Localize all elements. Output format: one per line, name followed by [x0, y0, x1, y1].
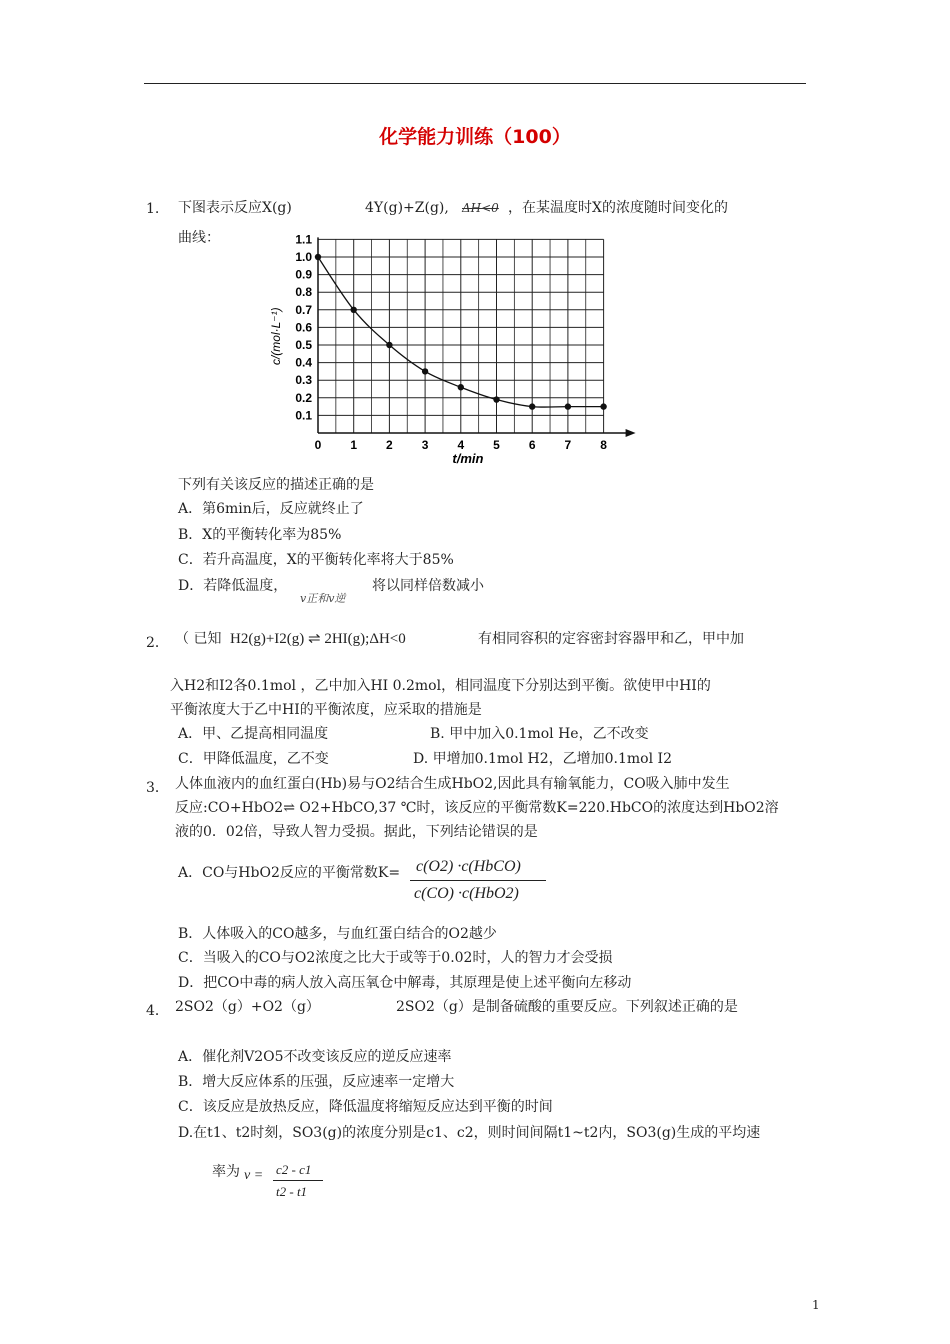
- q2-equation: H2(g)+I2(g) ⇌ 2HI(g);ΔH<0: [230, 631, 406, 647]
- q4-option-d-cont: 率为: [212, 1164, 240, 1180]
- q1-stem-c: ΔH<0: [462, 201, 499, 215]
- x-tick-label-0: 0: [314, 438, 322, 452]
- q4-fraction-denominator: t2 - t1: [276, 1184, 308, 1199]
- page-title: 化学能力训练（100）: [379, 126, 571, 148]
- header-rule: [144, 83, 806, 84]
- q2-stem-b: 有相同容积的定容密封容器甲和乙，甲中加: [478, 631, 744, 647]
- x-axis-label: t/min: [452, 451, 484, 466]
- x-tick-label-8: 8: [600, 438, 607, 452]
- q3-fraction-denominator: c(CO) ·c(HbO2): [414, 885, 519, 902]
- q3-option-c: C．当吸入的CO与O2浓度之比大于或等于0.02时，人的智力才会受损: [178, 950, 613, 966]
- page-number: 1: [812, 1298, 820, 1312]
- x-tick-label-3: 3: [421, 438, 429, 452]
- x-tick-label-5: 5: [493, 438, 500, 452]
- q1-prompt: 下列有关该反应的描述正确的是: [178, 477, 374, 493]
- q3-line1: 人体血液内的血红蛋白(Hb)易与O2结合生成HbO2,因此具有输氧能力，CO吸入肺中发生: [175, 776, 730, 792]
- q4-option-b: B．增大反应体系的压强，反应速率一定增大: [178, 1074, 455, 1090]
- x-tick-label-4: 4: [457, 438, 465, 452]
- q1-stem-d: ，在某温度时X的浓度随时间变化的: [508, 200, 728, 216]
- data-point-t1: [351, 307, 357, 313]
- q1-option-a: A．第6min后，反应就终止了: [178, 501, 364, 517]
- q1-option-d-v: v正和v逆: [300, 592, 346, 605]
- data-point-t3: [422, 368, 428, 374]
- q4-fraction-line: [273, 1180, 323, 1181]
- q2-option-b: B. 甲中加入0.1mol He，乙不改变: [430, 726, 649, 742]
- q3-fraction-numerator: c(O2) ·c(HbCO): [416, 858, 521, 875]
- x-tick-label-1: 1: [350, 438, 358, 452]
- y-axis-label: c/(mol·L⁻¹): [269, 307, 283, 366]
- data-point-t4: [458, 384, 464, 390]
- x-tick-label-6: 6: [528, 438, 536, 452]
- q1-option-b: B．X的平衡转化率为85%: [178, 527, 342, 543]
- q1-option-d-a: D．若降低温度，: [178, 578, 288, 594]
- y-tick-label-0.4: 0.4: [295, 355, 312, 370]
- q3-number: 3．: [146, 780, 169, 796]
- y-tick-label-0.8: 0.8: [295, 285, 312, 300]
- q4-option-d: D.在t1、t2时刻，SO3(g)的浓度分别是c1、c2，则时间间隔t1~t2内，SO3(g)生成的平均速: [178, 1125, 761, 1141]
- data-point-t7: [565, 403, 571, 409]
- q4-stem-a: 2SO2（g）+O2（g）: [175, 999, 320, 1015]
- y-tick-label-0.5: 0.5: [295, 338, 312, 352]
- chart-tick-labels: [295, 234, 607, 452]
- q3-option-a: A．CO与HbO2反应的平衡常数K=: [178, 865, 401, 881]
- q2-line3: 平衡浓度大于乙中HI的平衡浓度，应采取的措施是: [170, 702, 482, 718]
- q2-stem-a: （ 已知: [175, 631, 222, 647]
- q3-option-b: B．人体吸入的CO越多，与血红蛋白结合的O2越少: [178, 926, 497, 942]
- q2-option-a: A．甲、乙提高相同温度: [178, 726, 329, 742]
- q3-line2: 反应:CO+HbO2⇌ O2+HbCO,37 ℃时，该反应的平衡常数K=220.HbCO的浓度达到HbO2溶: [175, 800, 779, 816]
- q1-stem-e: 曲线：: [178, 230, 220, 246]
- q4-number: 4．: [146, 1003, 169, 1019]
- y-tick-label-0.6: 0.6: [295, 320, 312, 335]
- q1-stem-b: 4Y(g)+Z(g),: [365, 200, 449, 216]
- q3-option-d: D．把CO中毒的病人放入高压氧仓中解毒，其原理是使上述平衡向左移动: [178, 975, 632, 991]
- q2-option-d: D. 甲增加0.1mol H2，乙增加0.1mol I2: [413, 751, 672, 767]
- y-tick-label-0.7: 0.7: [295, 302, 312, 317]
- q4-velocity-symbol: v =: [244, 1168, 264, 1183]
- y-tick-label-0.3: 0.3: [295, 373, 312, 388]
- q1-number: 1.: [146, 201, 160, 217]
- data-point-t2: [386, 342, 392, 348]
- y-tick-label-0.9: 0.9: [295, 267, 312, 282]
- data-point-t6: [529, 403, 535, 409]
- data-point-t5: [493, 396, 499, 402]
- data-point-t8: [600, 403, 606, 409]
- y-tick-label-1.0: 1.0: [295, 250, 312, 264]
- q3-line3: 液的0．02倍，导致人智力受损。据此，下列结论错误的是: [175, 824, 538, 840]
- q2-number: 2．: [146, 635, 169, 651]
- q1-option-c: C．若升高温度，X的平衡转化率将大于85%: [178, 552, 454, 568]
- chart-grid: [318, 239, 604, 433]
- y-tick-label-0.1: 0.1: [295, 408, 312, 423]
- q2-option-c: C．甲降低温度，乙不变: [178, 751, 329, 767]
- q1-option-d-b: 将以同样倍数减小: [372, 578, 484, 594]
- q4-fraction-numerator: c2 - c1: [276, 1162, 312, 1177]
- q4-stem-b: 2SO2（g）是制备硫酸的重要反应。下列叙述正确的是: [396, 999, 738, 1015]
- concentration-chart: [258, 234, 650, 470]
- q2-line2: 入H2和I2各0.1mol ，乙中加入HI 0.2mol，相同温度下分别达到平衡。欲使甲中HI的: [170, 678, 711, 694]
- q3-fraction-line: [410, 880, 546, 881]
- x-axis-arrow: [626, 429, 636, 437]
- data-point-t0: [315, 254, 321, 260]
- q4-option-a: A．催化剂V2O5不改变该反应的逆反应速率: [178, 1049, 452, 1065]
- x-tick-label-2: 2: [386, 438, 393, 452]
- q4-option-c: C．该反应是放热反应，降低温度将缩短反应达到平衡的时间: [178, 1099, 553, 1115]
- q1-stem-a: 下图表示反应X(g): [178, 200, 292, 216]
- y-tick-label-0.2: 0.2: [295, 390, 312, 405]
- x-tick-label-7: 7: [564, 438, 572, 452]
- y-tick-label-1.1: 1.1: [295, 234, 312, 247]
